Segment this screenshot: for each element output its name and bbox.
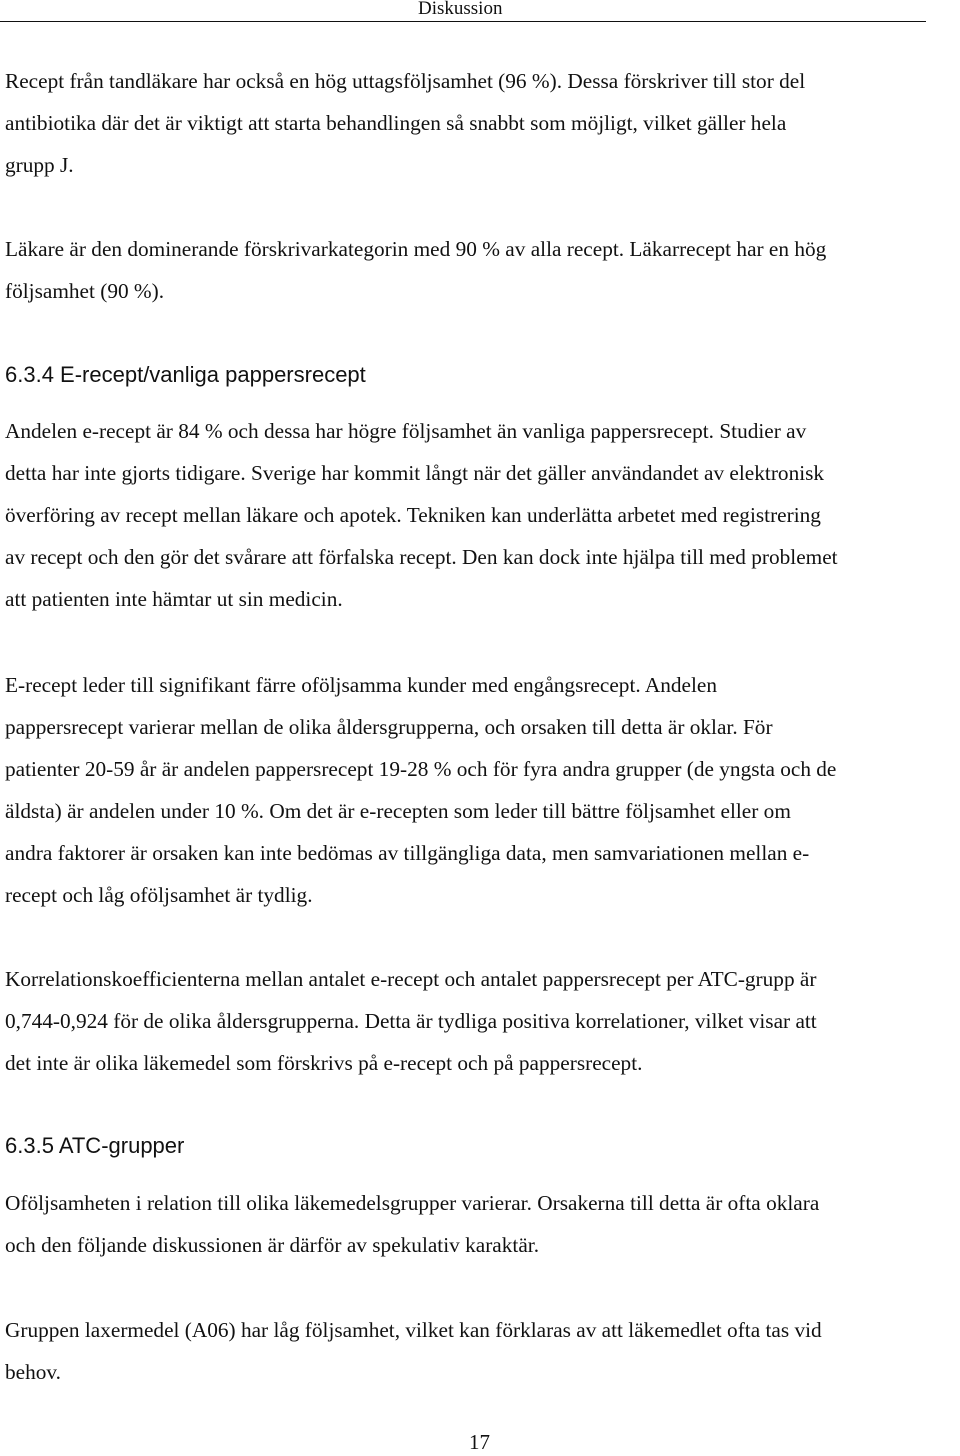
text-line: överföring av recept mellan läkare och apotek. Tekniken kan underlätta arbetet med registrering: [5, 503, 821, 527]
text-line: Gruppen laxermedel (A06) har låg följsamhet, vilket kan förklaras av att läkemedlet ofta tas vid: [5, 1318, 822, 1342]
text-line: att patienten inte hämtar ut sin medicin.: [5, 587, 343, 611]
text-line: 0,744-0,924 för de olika åldersgrupperna. Detta är tydliga positiva korrelationer, vilket visar att: [5, 1009, 817, 1033]
paragraph-e-recept-andel: [5, 410, 933, 620]
text-line: detta har inte gjorts tidigare. Sverige har kommit långt när det gäller användandet av elektronisk: [5, 461, 825, 485]
text-line: och den följande diskussionen är därför av spekulativ karaktär.: [5, 1233, 540, 1257]
text-line: äldsta) är andelen under 10 %. Om det är e-recepten som leder till bättre följsamhet eller om: [5, 799, 791, 823]
text-line: följsamhet (90 %).: [5, 279, 165, 303]
paragraph-korrelation: [5, 958, 933, 1084]
text-line: andra faktorer är orsaken kan inte bedömas av tillgängliga data, men samvariationen mellan e-: [5, 841, 810, 865]
text-line: Läkare är den dominerande förskrivarkategorin med 90 % av alla recept. Läkarrecept har en hög: [5, 237, 827, 261]
running-header-title: Diskussion: [418, 0, 503, 19]
text-line: grupp J.: [5, 153, 74, 177]
text-line: Korrelationskoefficienterna mellan antalet e-recept och antalet pappersrecept per ATC-grupp är: [5, 967, 817, 991]
section-heading-e-recept: 6.3.4 E-recept/vanliga pappersrecept: [5, 362, 366, 387]
paragraph-lakare: [5, 228, 933, 312]
text-line: antibiotika där det är viktigt att starta behandlingen så snabbt som möjligt, vilket gäller hela: [5, 111, 787, 135]
text-line: av recept och den gör det svårare att förfalska recept. Den kan dock inte hjälpa till med problemet: [5, 545, 838, 569]
paragraph-tandlakare: [5, 60, 933, 186]
text-line: behov.: [5, 1360, 61, 1384]
text-line: pappersrecept varierar mellan de olika åldersgrupperna, och orsaken till detta är oklar. För: [5, 715, 773, 739]
paragraph-oföljsamhet-atc: [5, 1182, 933, 1266]
page-number: 17: [469, 1430, 490, 1454]
text-line: det inte är olika läkemedel som förskrivs på e-recept och på pappersrecept.: [5, 1051, 643, 1075]
text-line: patienter 20-59 år är andelen pappersrecept 19-28 % och för fyra andra grupper (de yngsta och de: [5, 757, 837, 781]
text-line: Recept från tandläkare har också en hög uttagsföljsamhet (96 %). Dessa förskriver till stor del: [5, 69, 806, 93]
paragraph-e-recept-oföljsamhet: [5, 664, 933, 916]
text-line: Oföljsamheten i relation till olika läkemedelsgrupper varierar. Orsakerna till detta är ofta oklara: [5, 1191, 820, 1215]
text-line: recept och låg oföljsamhet är tydlig.: [5, 883, 313, 907]
running-header: [0, 0, 926, 22]
paragraph-laxermedel: [5, 1309, 933, 1393]
text-line: E-recept leder till signifikant färre oföljsamma kunder med engångsrecept. Andelen: [5, 673, 717, 697]
text-line: Andelen e-recept är 84 % och dessa har högre följsamhet än vanliga pappersrecept. Studier av: [5, 419, 807, 443]
section-heading-atc-grupper: 6.3.5 ATC-grupper: [5, 1133, 185, 1158]
